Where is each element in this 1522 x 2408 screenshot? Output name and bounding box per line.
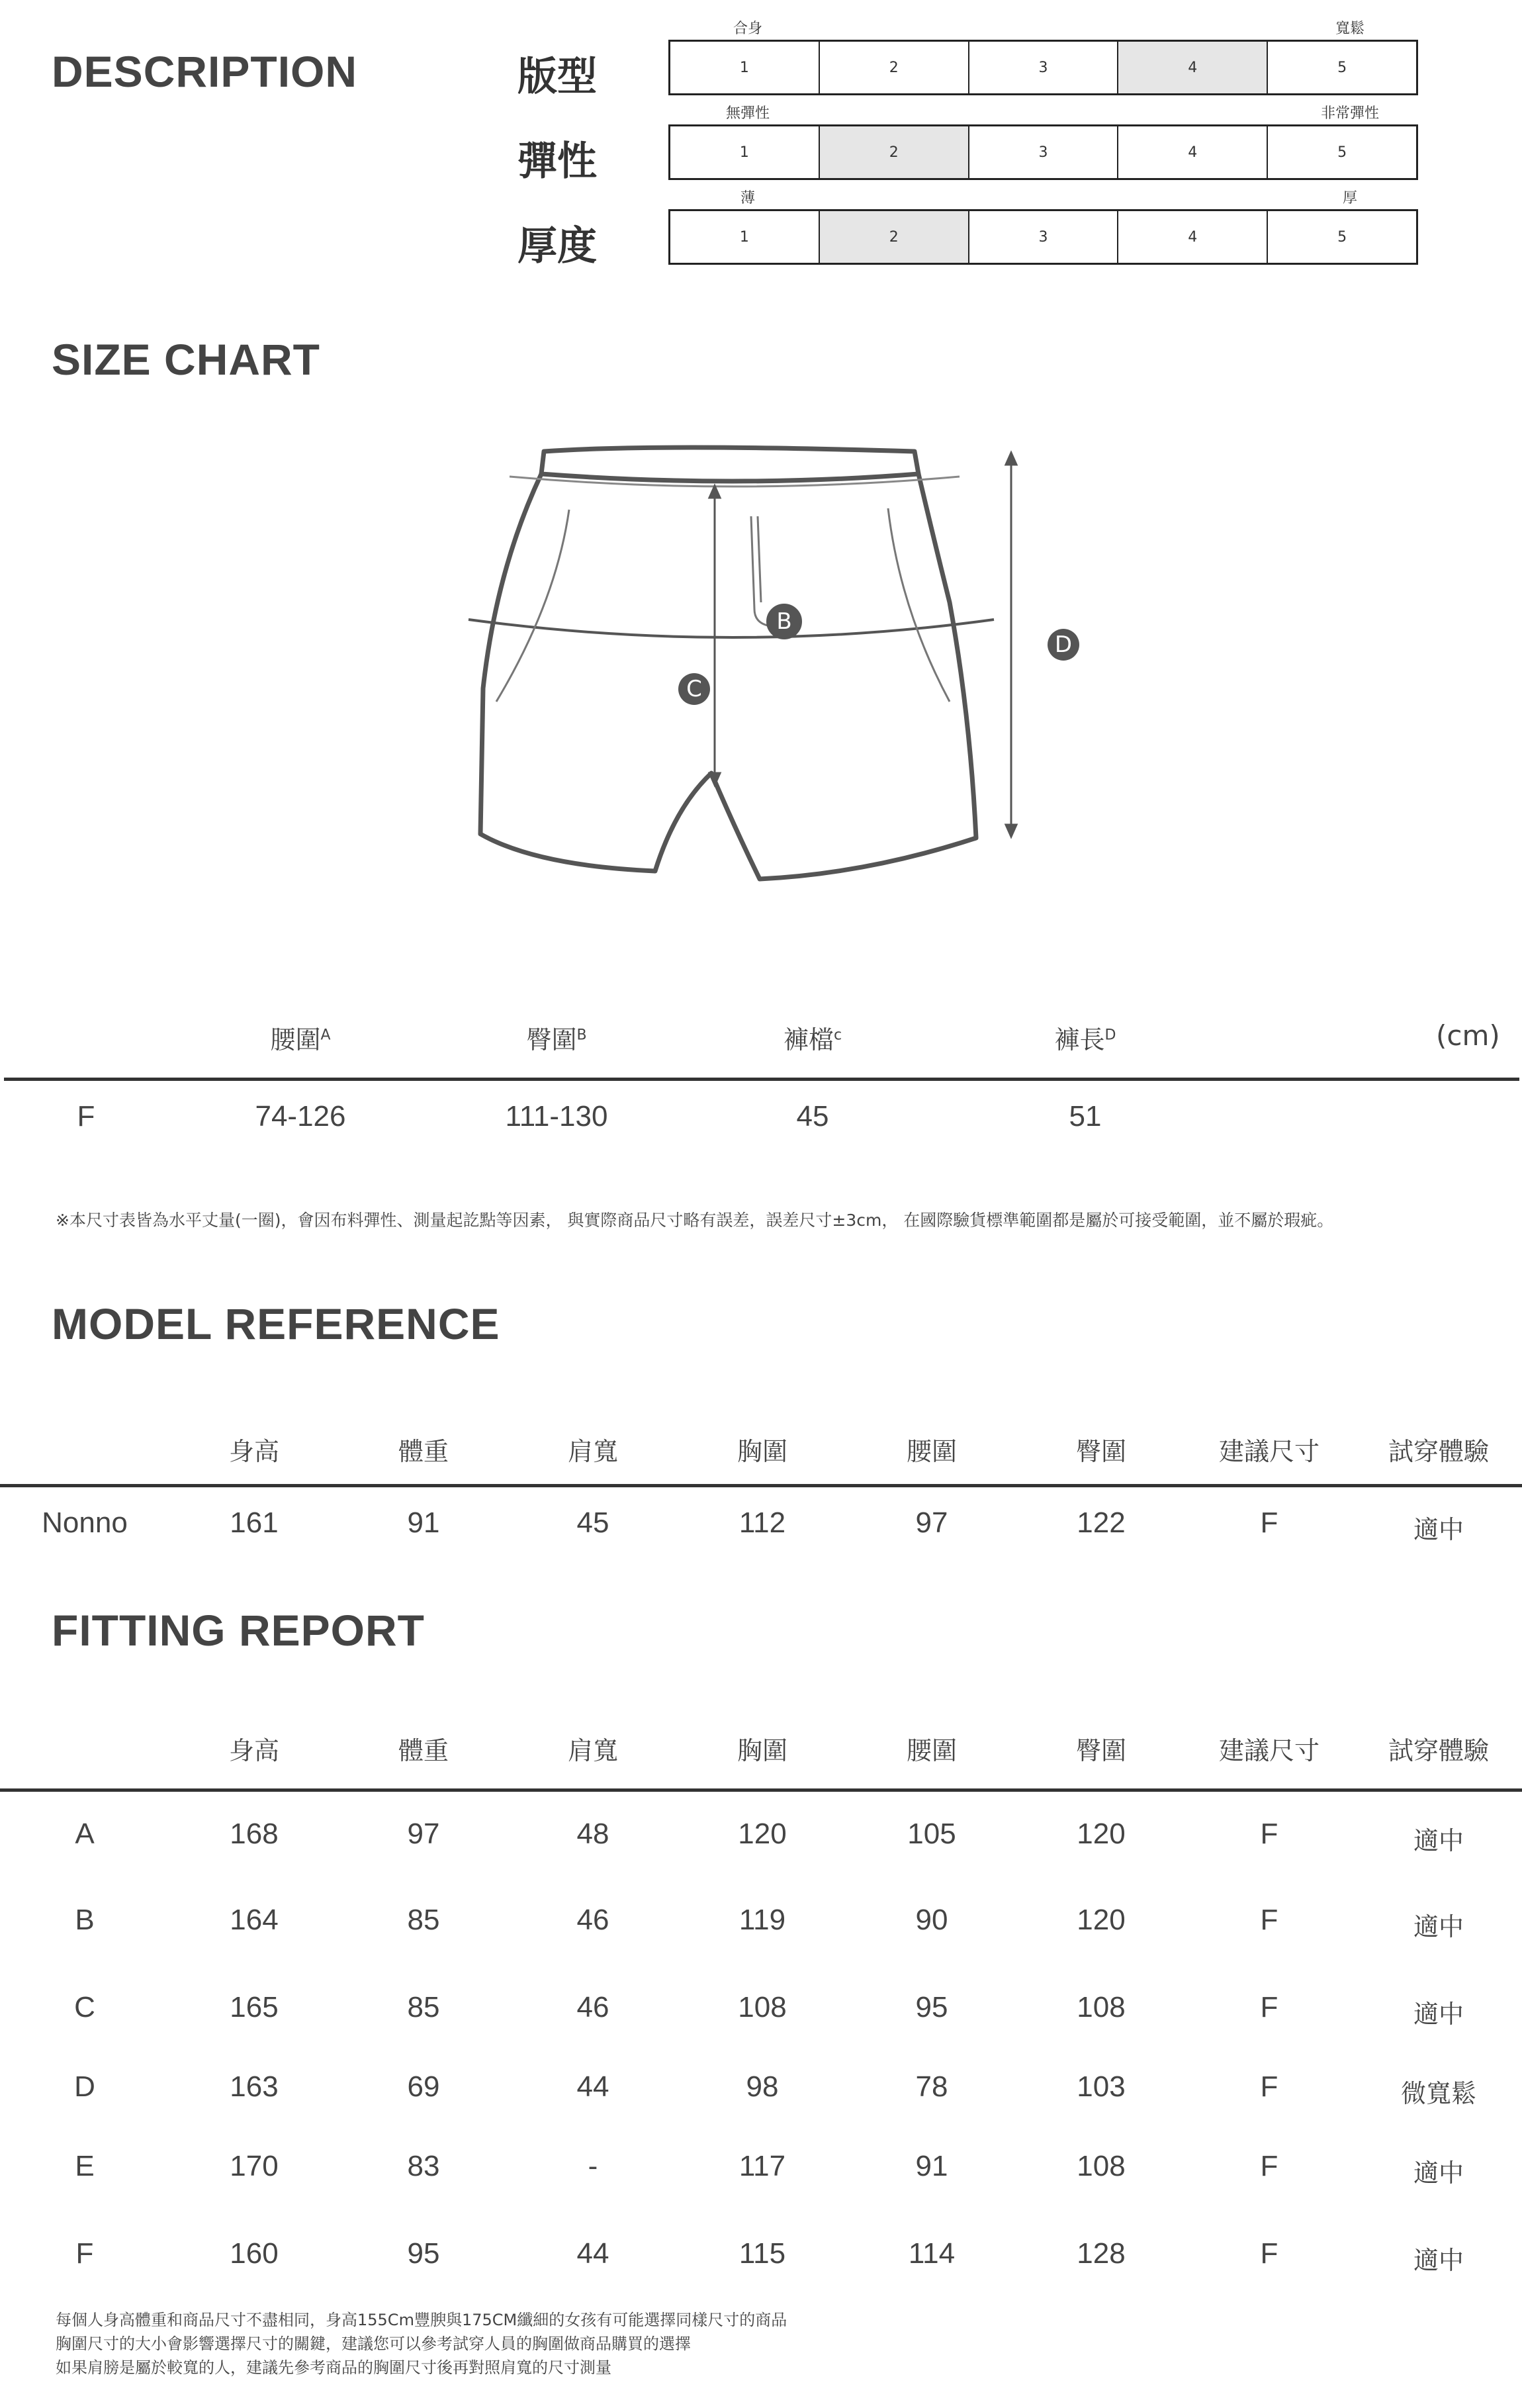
table-cell: 95 [407, 2237, 440, 2270]
column-header: 身高 [228, 1736, 279, 1765]
table-cell: 適中 [1413, 2000, 1464, 2029]
fitting-note: 如果肩膀是屬於較寬的人，建議先參考商品的胸圍尺寸後再對照肩寬的尺寸測量 [56, 2358, 611, 2377]
table-cell: 44 [576, 2237, 609, 2270]
fitting-report-title: FITTING REPORT [52, 1606, 425, 1655]
table-cell: 170 [230, 2150, 279, 2182]
scale-right-caption: 厚 [1342, 190, 1357, 207]
table-cell: 適中 [1413, 1826, 1464, 1855]
rating-scale [668, 40, 1418, 95]
marker-c: C [678, 673, 710, 705]
row-name: A [75, 1818, 95, 1850]
rating-scale [668, 209, 1418, 265]
table-cell: 46 [576, 1904, 609, 1936]
scale-cell: 2 [820, 42, 969, 93]
table-cell: 120 [1077, 1904, 1126, 1936]
row-name: D [74, 2070, 95, 2103]
table-cell: 164 [230, 1904, 279, 1936]
scale-cell: 5 [1337, 228, 1347, 246]
table-cell: 98 [746, 2070, 779, 2103]
table-cell: 適中 [1413, 2246, 1464, 2275]
size-value-hip: 111-130 [505, 1100, 608, 1133]
table-cell: 165 [230, 1991, 279, 2023]
table-cell: 161 [230, 1506, 279, 1539]
table-cell: 114 [908, 2237, 956, 2270]
table-cell: 120 [738, 1818, 787, 1850]
size-unit: (cm) [1436, 1019, 1500, 1052]
size-table-rule [4, 1078, 1519, 1081]
marker-d: D [1048, 629, 1079, 661]
column-header: 體重 [398, 1736, 449, 1765]
column-header: 胸圍 [737, 1437, 787, 1466]
table-rule [0, 1484, 1522, 1487]
table-cell: 108 [738, 1991, 787, 2023]
scale-cell: 2 [820, 211, 969, 263]
table-cell: 168 [230, 1818, 279, 1850]
table-cell: F [1260, 1506, 1278, 1539]
size-chart-title: SIZE CHART [52, 335, 320, 384]
table-cell: 69 [407, 2070, 440, 2103]
table-cell: 160 [230, 2237, 279, 2270]
table-cell: 78 [915, 2070, 948, 2103]
model-reference-title: MODEL REFERENCE [52, 1299, 500, 1348]
rating-scale [668, 124, 1418, 180]
table-cell: 微寬鬆 [1400, 2079, 1476, 2108]
column-header: 身高 [228, 1437, 279, 1466]
table-cell: 97 [407, 1818, 440, 1850]
table-cell: 108 [1077, 1991, 1126, 2023]
column-header: 腰圍 [906, 1437, 957, 1466]
row-name: E [75, 2150, 95, 2182]
table-cell: 48 [576, 1818, 609, 1850]
table-cell: 適中 [1413, 1515, 1464, 1544]
attribute-label: 彈性 [517, 138, 597, 185]
scale-cell: 2 [820, 126, 969, 178]
column-header: 試穿體驗 [1388, 1736, 1489, 1765]
table-cell: 108 [1077, 2150, 1126, 2182]
table-cell: 適中 [1413, 2158, 1464, 2188]
fitting-notes [56, 2308, 787, 2380]
scale-cell: 4 [1118, 211, 1268, 263]
row-name: Nonno [42, 1506, 128, 1539]
size-header-hip: 臀圍$^B$ [526, 1025, 587, 1054]
table-rule [0, 1788, 1522, 1792]
scale-cell: 4 [1118, 126, 1268, 178]
column-header: 體重 [398, 1437, 449, 1466]
row-name: F [75, 2237, 94, 2270]
size-header-length: 褲長$^D$ [1054, 1025, 1116, 1054]
table-cell: 85 [407, 1904, 440, 1936]
scale-cell: 1 [670, 42, 820, 93]
table-cell: 128 [1077, 2237, 1126, 2270]
table-cell: 117 [739, 2150, 786, 2182]
row-name: C [74, 1991, 95, 2023]
column-header: 肩寬 [567, 1437, 618, 1466]
scale-left-caption: 薄 [740, 190, 755, 207]
scale-left-caption: 無彈性 [725, 105, 770, 122]
scale-left-caption: 合身 [733, 21, 762, 37]
size-label: F [77, 1100, 95, 1133]
attribute-label: 厚度 [517, 223, 597, 269]
table-cell: F [1260, 1904, 1278, 1936]
table-cell: 120 [1077, 1818, 1126, 1850]
size-value-waist: 74-126 [255, 1100, 346, 1133]
table-cell: 112 [739, 1506, 786, 1539]
table-cell: F [1260, 2150, 1278, 2182]
scale-cell: 5 [1337, 59, 1347, 76]
column-header: 建議尺寸 [1218, 1736, 1320, 1765]
table-cell: 163 [230, 2070, 279, 2103]
fitting-note: 胸圍尺寸的大小會影響選擇尺寸的關鍵，建議您可以參考試穿人員的胸圍做商品購買的選擇 [56, 2335, 691, 2353]
table-cell: 83 [407, 2150, 440, 2182]
fitting-note: 每個人身高體重和商品尺寸不盡相同，身高155Cm豐腴與175CM纖細的女孩有可能選擇同樣尺寸的商品 [56, 2311, 787, 2329]
column-header: 肩寬 [567, 1736, 618, 1765]
scale-cell: 3 [969, 211, 1119, 263]
table-cell: F [1260, 2070, 1278, 2103]
size-header-rise: 褲檔$^c$ [783, 1025, 842, 1054]
table-cell: F [1260, 2237, 1278, 2270]
table-cell: 91 [407, 1506, 440, 1539]
table-cell: F [1260, 1818, 1278, 1850]
scale-cell: 3 [969, 126, 1119, 178]
scale-cell: 1 [670, 126, 820, 178]
table-cell: 90 [915, 1904, 948, 1936]
table-cell: F [1260, 1991, 1278, 2023]
scale-cell: 3 [969, 42, 1119, 93]
column-header: 腰圍 [906, 1736, 957, 1765]
scale-right-caption: 非常彈性 [1320, 105, 1379, 122]
table-cell: 105 [907, 1818, 956, 1850]
table-cell: 95 [915, 1991, 948, 2023]
scale-cell: 4 [1118, 42, 1268, 93]
scale-right-caption: 寬鬆 [1335, 21, 1365, 37]
table-cell: 46 [576, 1991, 609, 2023]
table-cell: - [588, 2150, 598, 2182]
attribute-label: 版型 [517, 54, 597, 100]
column-header: 試穿體驗 [1388, 1437, 1489, 1466]
table-cell: 91 [915, 2150, 948, 2182]
table-cell: 44 [576, 2070, 609, 2103]
column-header: 胸圍 [737, 1736, 787, 1765]
size-value-rise: 45 [796, 1100, 829, 1133]
size-note: ※本尺寸表皆為水平丈量(一圈)，會因布料彈性、測量起訖點等因素， 與實際商品尺寸略有誤差，誤差尺寸±3cm， 在國際驗貨標準範圍都是屬於可接受範圍，並不屬於瑕疵。 [56, 1211, 1334, 1230]
column-header: 建議尺寸 [1218, 1437, 1320, 1466]
table-cell: 97 [915, 1506, 948, 1539]
size-value-length: 51 [1069, 1100, 1102, 1133]
size-header-waist: 腰圍$^A$ [270, 1025, 331, 1054]
table-cell: 119 [739, 1904, 786, 1936]
scale-cell: 1 [670, 211, 820, 263]
description-title: DESCRIPTION [52, 47, 358, 96]
table-cell: 45 [576, 1506, 609, 1539]
table-cell: 103 [1077, 2070, 1126, 2103]
scale-cell: 5 [1337, 144, 1347, 161]
column-header: 臀圍 [1075, 1736, 1126, 1765]
column-header: 臀圍 [1075, 1437, 1126, 1466]
shorts-diagram [457, 437, 1019, 900]
table-cell: 適中 [1413, 1912, 1464, 1941]
row-name: B [75, 1904, 95, 1936]
table-cell: 85 [407, 1991, 440, 2023]
marker-b: B [766, 604, 802, 639]
table-cell: 115 [739, 2237, 786, 2270]
table-cell: 122 [1077, 1506, 1126, 1539]
